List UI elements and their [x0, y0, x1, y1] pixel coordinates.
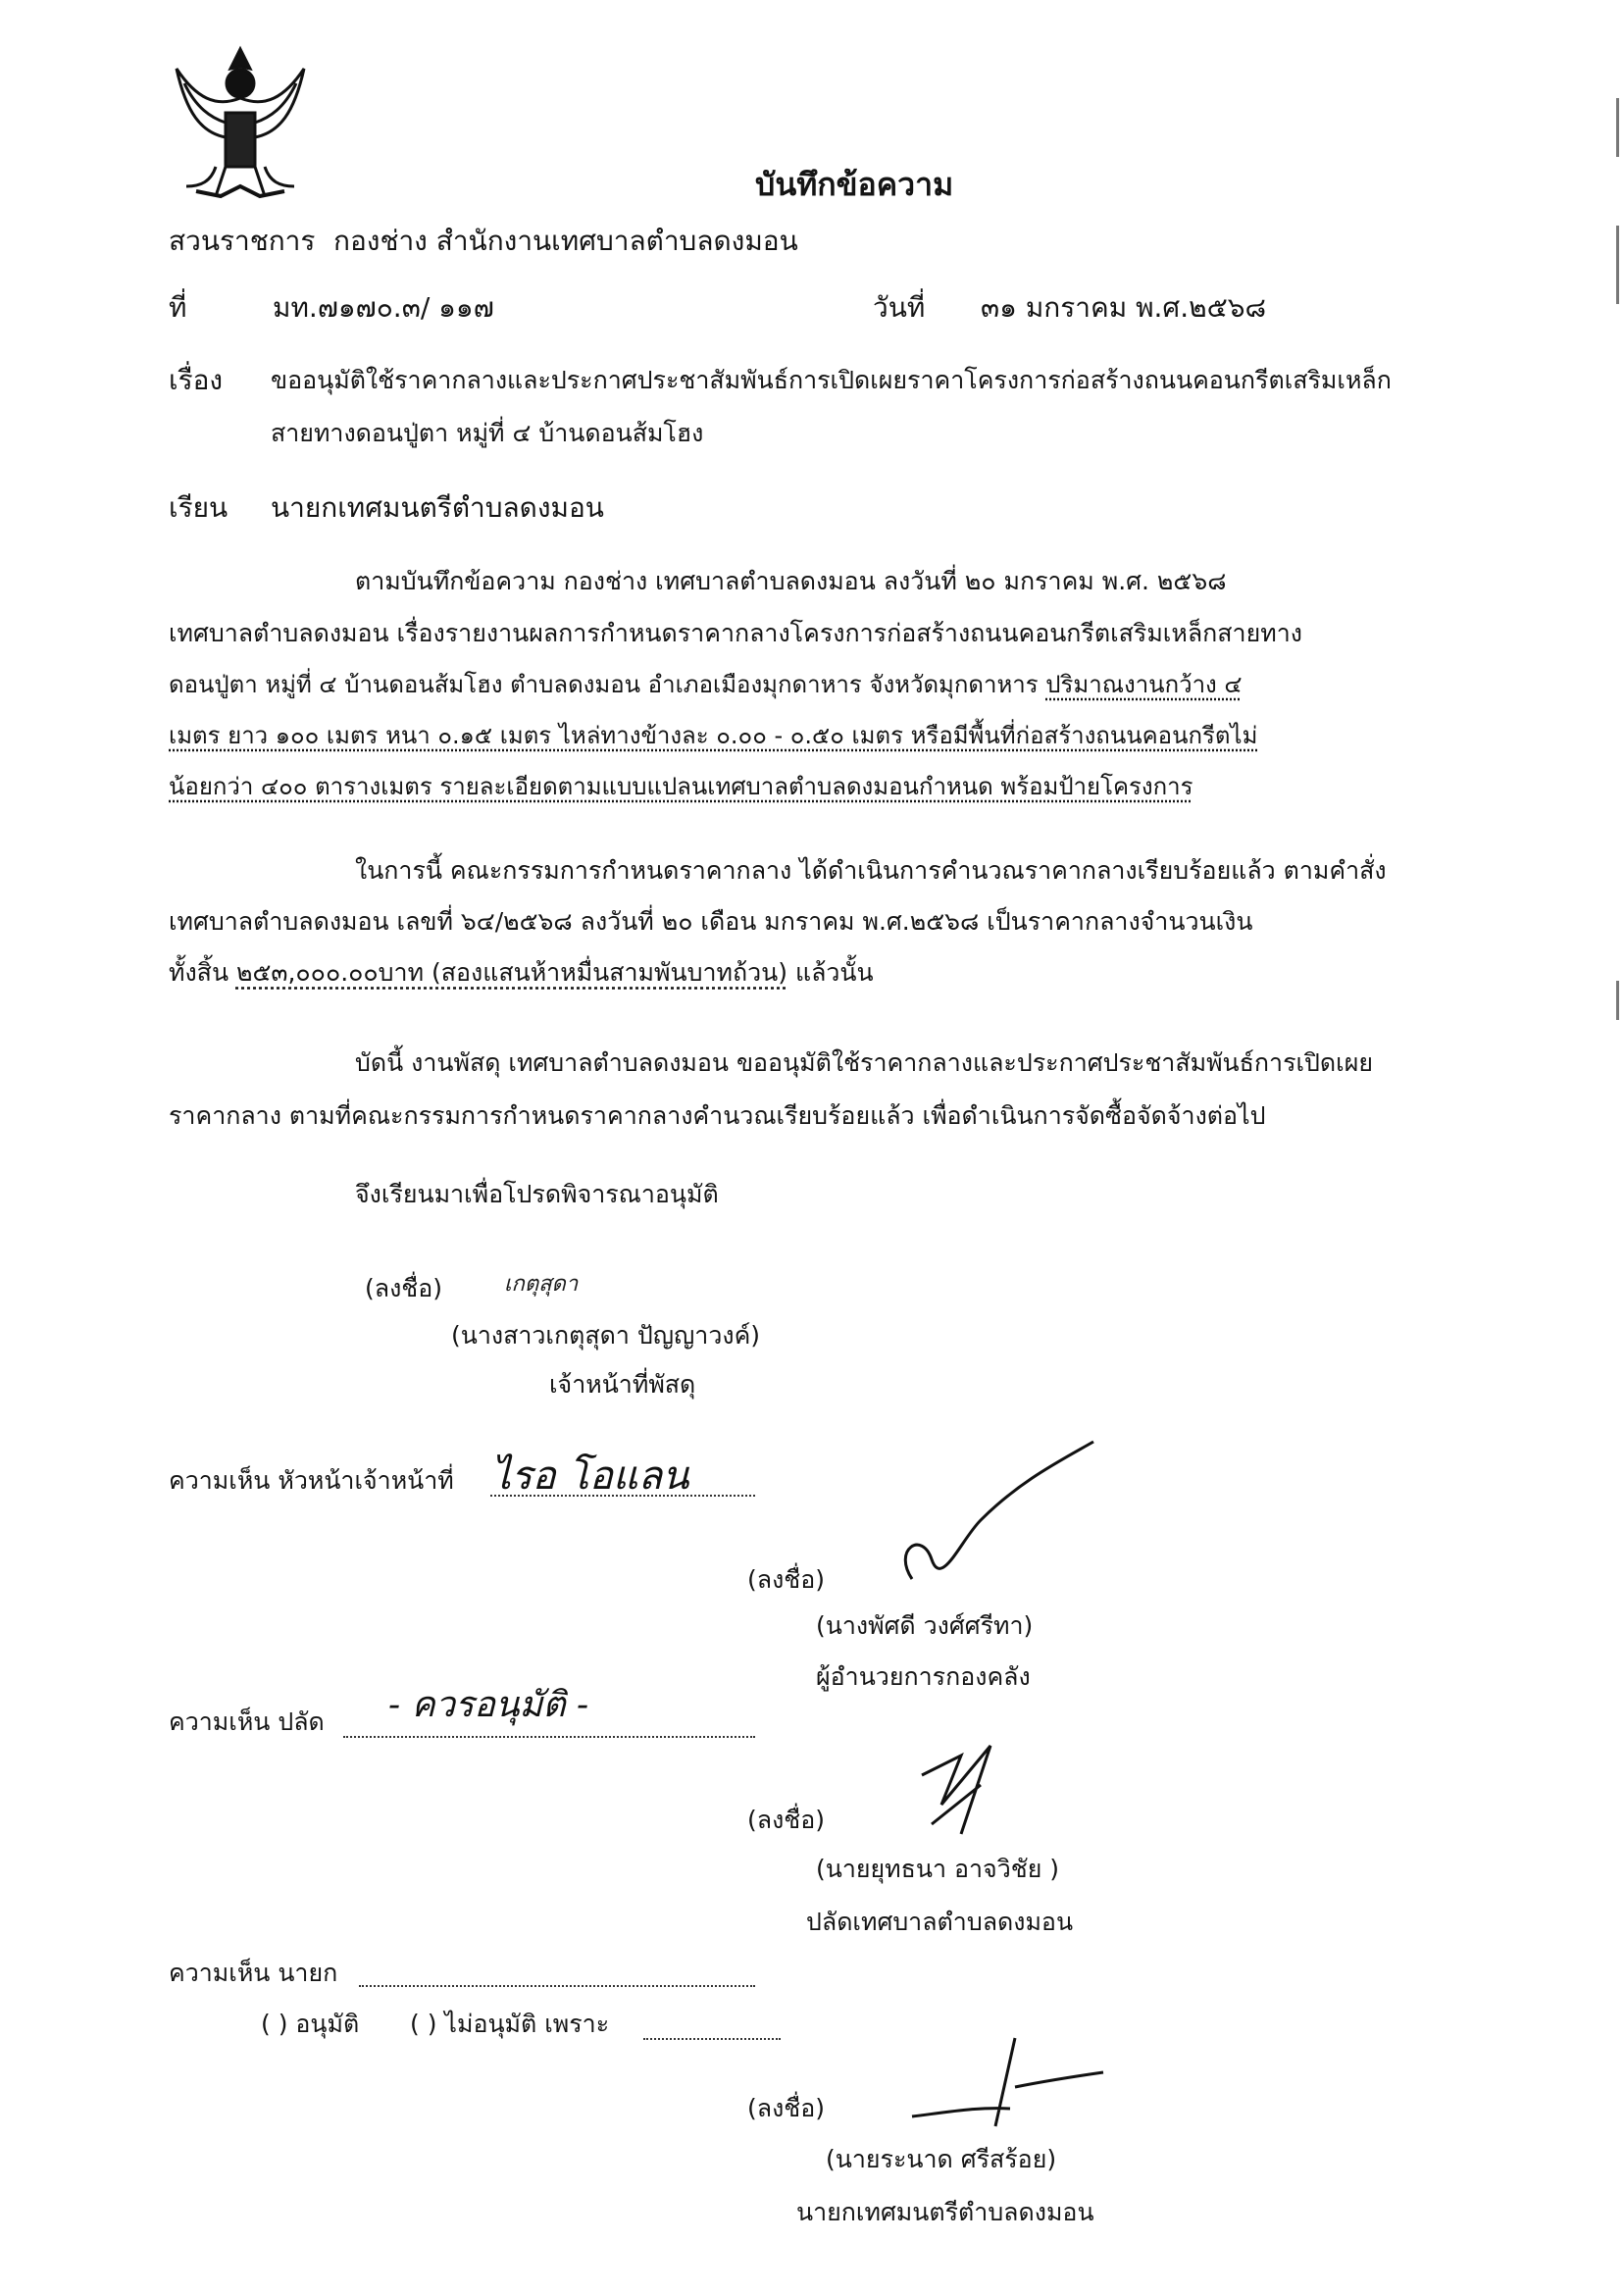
- sig2-position: ผู้อำนวยการกองคลัง: [816, 1662, 1031, 1691]
- para1-line2: เทศบาลตำบลดงมอน เรื่องรายงานผลการกำหนดราคากลางโครงการก่อสร้างถนนคอนกรีตเสริมเหล็กสายทาง: [169, 619, 1302, 647]
- para2-line3-text: ทั้งสิ้น: [169, 958, 236, 987]
- svg-text:ไรอ โอแลน: ไรอ โอแลน: [491, 1453, 689, 1499]
- date-label: วันที่: [873, 291, 926, 324]
- garuda-emblem-icon: [157, 39, 324, 206]
- memo-title: บันทึกข้อความ: [755, 166, 954, 203]
- para2-line2: เทศบาลตำบลดงมอน เลขที่ ๖๔/๒๕๖๘ ลงวันที่ ๒๐ เดือน มกราคม พ.ศ.๒๕๖๘ เป็นราคากลางจำนวนเงิน: [169, 907, 1253, 936]
- opinion2-handwriting: [382, 1667, 716, 1736]
- reject-option[interactable]: ( ) ไม่อนุมัติ เพราะ: [410, 2010, 610, 2038]
- price-amount: ๒๕๓,๐๐๐.๐๐บาท (สองแสนห้าหมื่นสามพันบาทถ้วน): [235, 958, 788, 987]
- approve-option[interactable]: ( ) อนุมัติ: [261, 2010, 360, 2038]
- reject-reason-dotted-line: [643, 2036, 781, 2040]
- sig1-position: เจ้าหน้าที่พัสดุ: [549, 1370, 696, 1399]
- to-label: เรียน: [169, 491, 228, 524]
- opinion3-label: ความเห็น นายก: [169, 1959, 338, 1987]
- sig3-label: (ลงชื่อ): [747, 1806, 826, 1834]
- scan-edge-mark: [1616, 981, 1619, 1020]
- sig3-name: (นายยุทธนา อาจวิชัย ): [816, 1855, 1060, 1883]
- sig4-signature-scribble: [902, 2028, 1118, 2136]
- sig2-signature-scribble: [873, 1432, 1108, 1608]
- opinion3-dotted-line: [359, 1983, 755, 1987]
- para1-line1: ตามบันทึกข้อความ กองช่าง เทศบาลตำบลดงมอน ลงวันที่ ๒๐ มกราคม พ.ศ. ๒๕๖๘: [355, 567, 1227, 595]
- sig3-position: ปลัดเทศบาลตำบลดงมอน: [806, 1908, 1074, 1936]
- para3-line1: บัดนี้ งานพัสดุ เทศบาลตำบลดงมอน ขออนุมัติใช้ราคากลางและประกาศประชาสัมพันธ์การเปิดเผย: [355, 1048, 1374, 1077]
- opinion1-label: ความเห็น หัวหน้าเจ้าหน้าที่: [169, 1466, 454, 1495]
- dept-value: กองช่าง สำนักงานเทศบาลตำบลดงมอน: [333, 225, 798, 257]
- sig1-handwritten-name: [500, 1257, 647, 1306]
- doc-no-label: ที่: [169, 291, 187, 324]
- sig2-label: (ลงชื่อ): [747, 1565, 826, 1594]
- sig1-label: (ลงชื่อ): [365, 1274, 443, 1302]
- para2-line1: ในการนี้ คณะกรรมการกำหนดราคากลาง ได้ดำเนินการคำนวณราคากลางเรียบร้อยแล้ว ตามคำสั่ง: [355, 856, 1387, 885]
- scan-edge-mark: [1616, 226, 1619, 304]
- sig4-position: นายกเทศมนตรีตำบลดงมอน: [796, 2198, 1094, 2226]
- svg-text:เกตุสุดา: เกตุสุดา: [504, 1272, 579, 1297]
- para2-line3-end: แล้วนั้น: [787, 958, 874, 987]
- para1-line3: [169, 667, 1243, 702]
- para3-line2: ราคากลาง ตามที่คณะกรรมการกำหนดราคากลางคำนวณเรียบร้อยแล้ว เพื่อดำเนินการจัดซื้อจัดจ้างต่อไป: [169, 1101, 1266, 1130]
- sig4-label: (ลงชื่อ): [747, 2094, 826, 2122]
- para1-line5: น้อยกว่า ๔๐๐ ตารางเมตร รายละเอียดตามแบบแปลนเทศบาลตำบลดงมอนกำหนด พร้อมป้ายโครงการ: [169, 773, 1193, 800]
- para1-line4: เมตร ยาว ๑๐๐ เมตร หนา ๐.๑๕ เมตร ไหล่ทางข้างละ ๐.๐๐ - ๐.๕๐ เมตร หรือมีพื้นที่ก่อสร้างถนนคอนกรีตไม่: [169, 722, 1258, 749]
- sig2-name: (นางพัศดี วงศ์ศรีทา): [816, 1611, 1034, 1640]
- opinion1-handwriting: [485, 1442, 838, 1510]
- closing-text: จึงเรียนมาเพื่อโปรดพิจารณาอนุมัติ: [355, 1180, 719, 1208]
- scan-edge-mark: [1616, 98, 1619, 157]
- sig1-name: (นางสาวเกตุสุดา ปัญญาวงค์): [451, 1321, 761, 1350]
- para2-line3: [169, 955, 874, 991]
- sig4-name: (นายระนาด ศรีสร้อย): [826, 2145, 1057, 2173]
- para1-line3-text: ดอนปู่ตา หมู่ที่ ๔ บ้านดอนส้มโฮง ตำบลดงมอน อำเภอเมืองมุกดาหาร จังหวัดมุกดาหาร: [169, 671, 1046, 698]
- subject-label: เรื่อง: [169, 364, 224, 396]
- subject-line-1: ขออนุมัติใช้ราคากลางและประกาศประชาสัมพันธ์การเปิดเผยราคาโครงการก่อสร้างถนนคอนกรีตเสริมเหล็ก: [271, 366, 1392, 394]
- para1-line3-quantity: ปริมาณงานกว้าง ๔: [1045, 671, 1243, 698]
- date-value: ๓๑ มกราคม พ.ศ.๒๕๖๘: [981, 291, 1267, 324]
- dept-label: สวนราชการ: [169, 225, 316, 257]
- sig3-signature-scribble: [902, 1736, 1010, 1854]
- to-value: นายกเทศมนตรีตำบลดงมอน: [271, 491, 604, 524]
- subject-line-2: สายทางดอนปู่ตา หมู่ที่ ๔ บ้านดอนส้มโฮง: [271, 419, 704, 447]
- doc-no-value: มท.๗๑๗๐.๓/ ๑๑๗: [273, 291, 494, 324]
- opinion2-label: ความเห็น ปลัด: [169, 1707, 325, 1736]
- svg-text:- ควรอนุมัติ -: - ควรอนุมัติ -: [388, 1685, 589, 1725]
